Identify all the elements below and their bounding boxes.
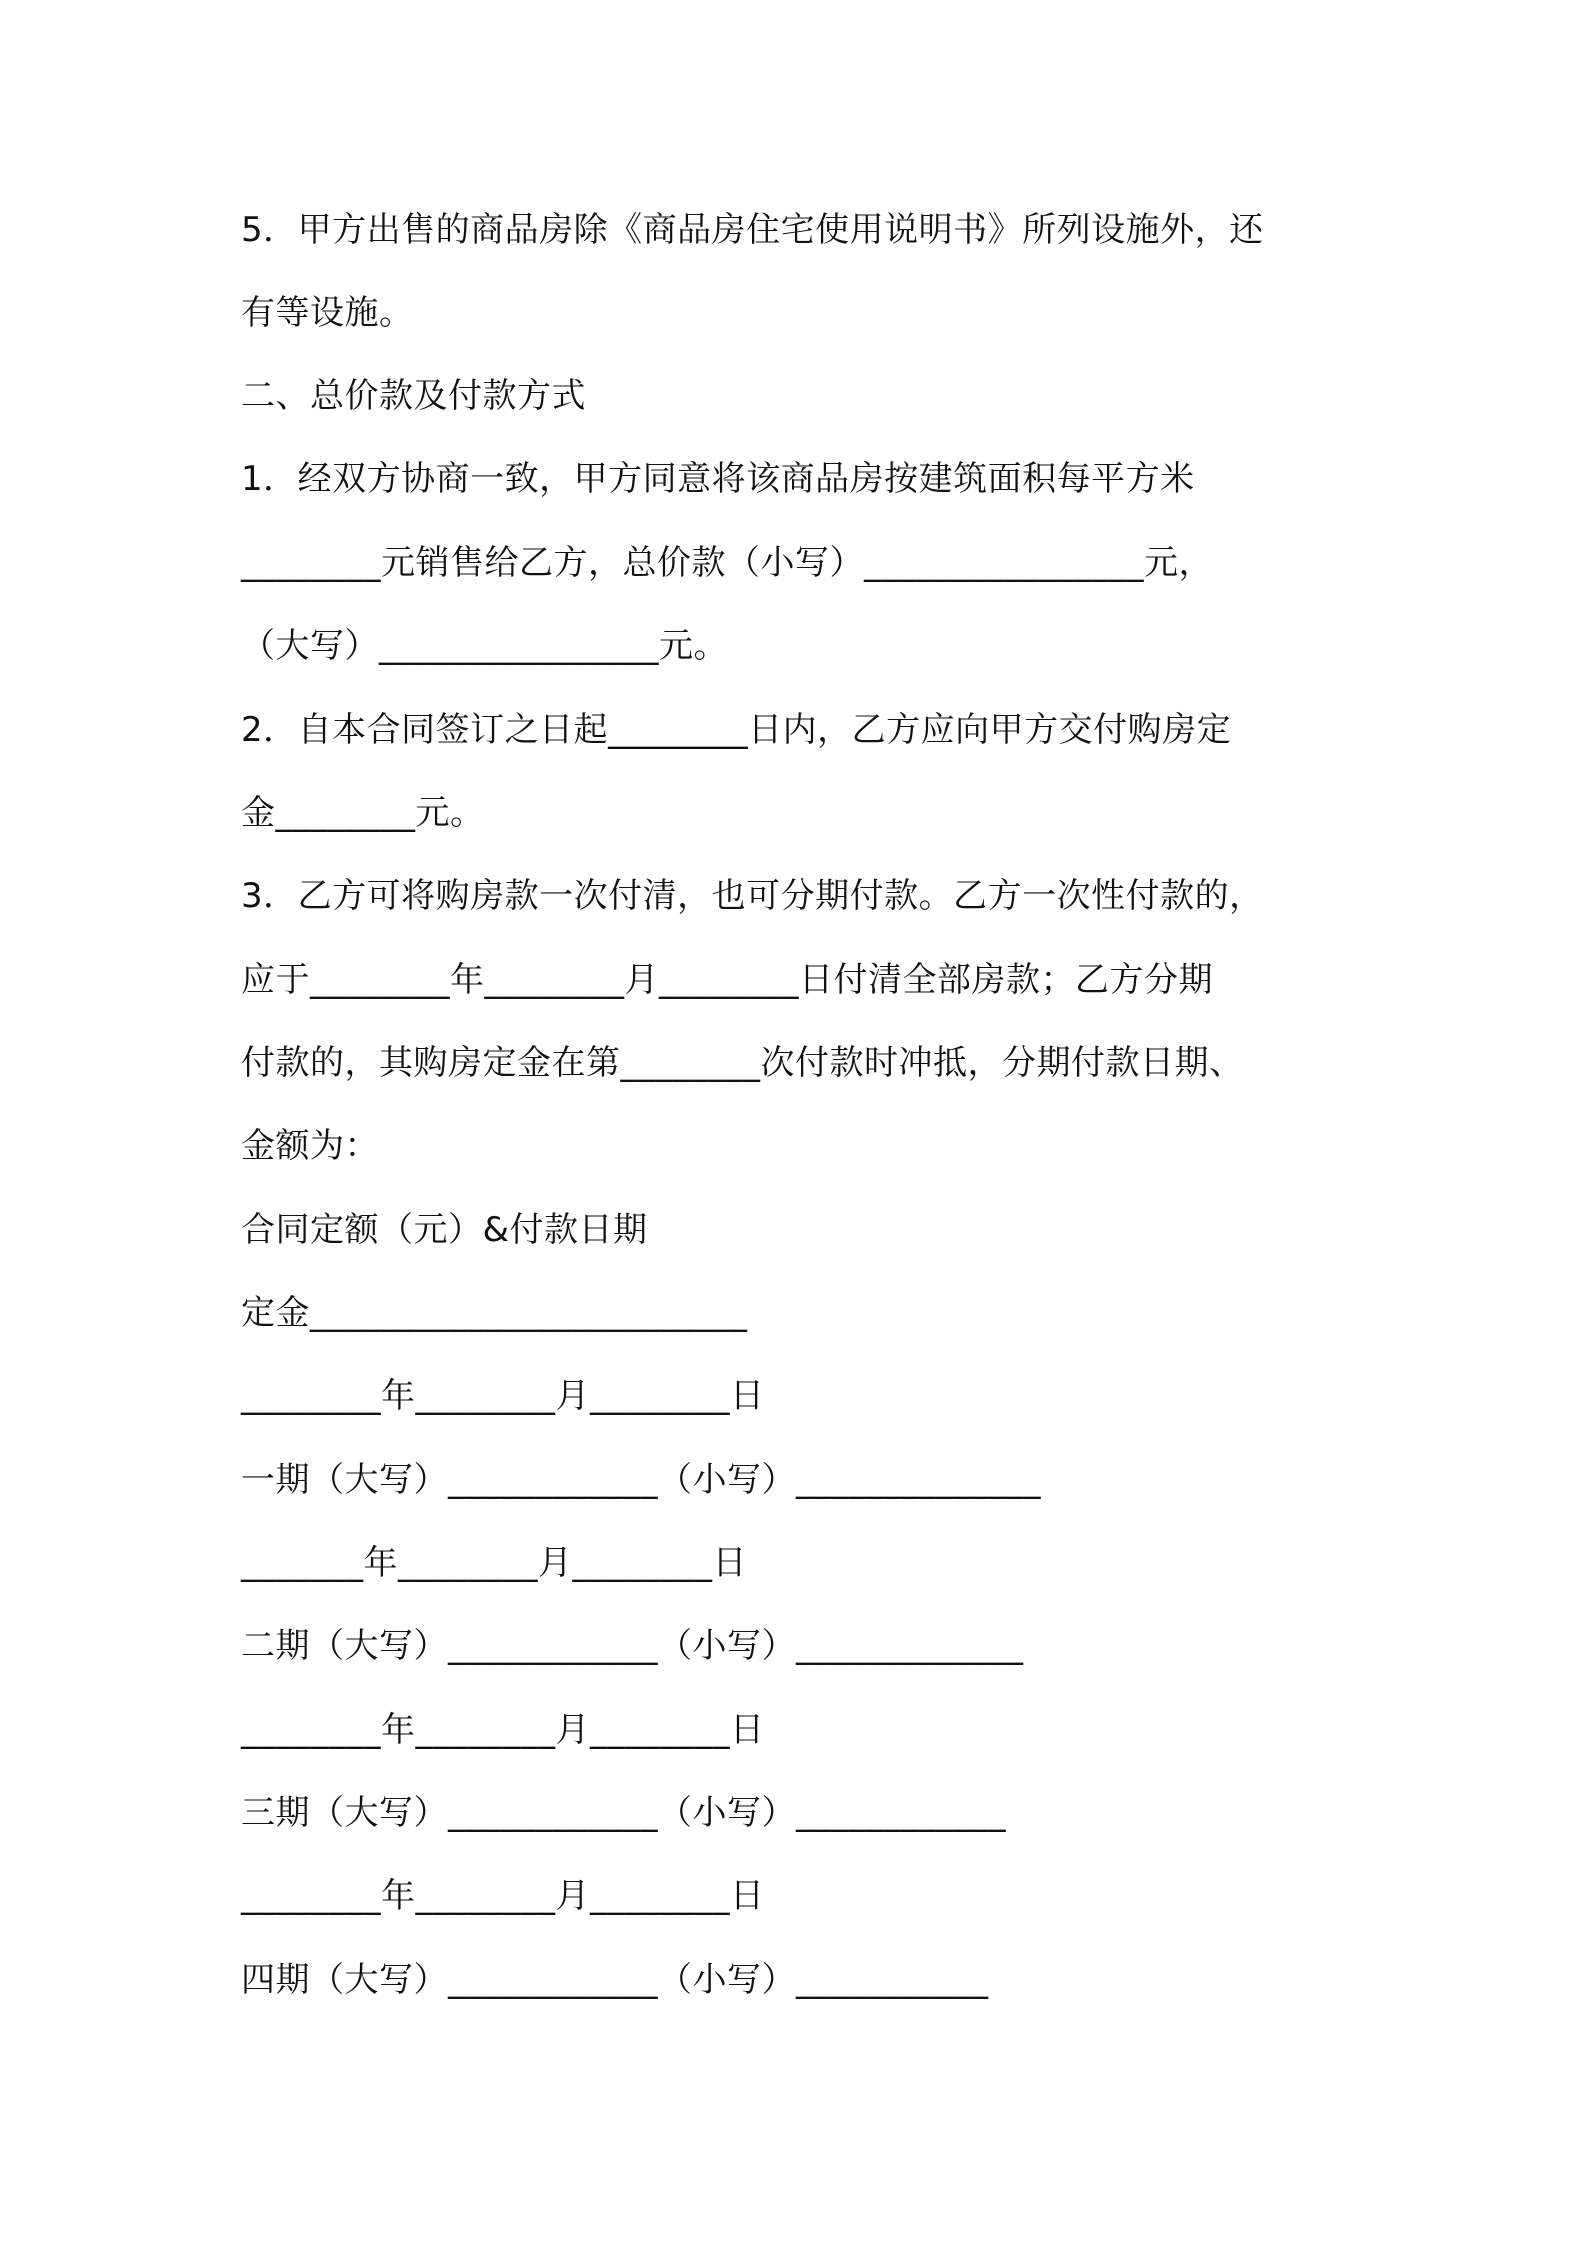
text-line: ________元销售给乙方，总价款（小写）________________元， <box>241 543 1213 583</box>
date-line: _______年________月________日 <box>241 1543 747 1583</box>
installment-line: 四期（大写）____________（小写）___________ <box>241 1960 989 2000</box>
date-line: ________年________月________日 <box>241 1376 765 1416</box>
text-line: 付款的，其购房定金在第________次付款时冲抵，分期付款日期、 <box>241 1043 1244 1083</box>
table-header-line: 合同定额（元）&付款日期 <box>241 1210 648 1250</box>
text-line: （大写）________________元。 <box>241 626 728 666</box>
date-line: ________年________月________日 <box>241 1876 765 1916</box>
installment-line: 二期（大写）____________（小写）_____________ <box>241 1626 1024 1666</box>
date-line: ________年________月________日 <box>241 1710 765 1750</box>
text-line: 2．自本合同签订之日起________日内，乙方应向甲方交付购房定 <box>241 710 1232 750</box>
text-line: 1．经双方协商一致，甲方同意将该商品房按建筑面积每平方米 <box>241 459 1195 499</box>
text-line: 金额为： <box>241 1126 379 1166</box>
text-line: 有等设施。 <box>241 293 414 333</box>
deposit-line: 定金_________________________ <box>241 1293 748 1333</box>
text-line: 5．甲方出售的商品房除《商品房住宅使用说明书》所列设施外，还 <box>241 210 1264 250</box>
installment-line: 三期（大写）____________（小写）____________ <box>241 1793 1006 1833</box>
section-heading: 二、总价款及付款方式 <box>241 376 586 416</box>
installment-line: 一期（大写）____________（小写）______________ <box>241 1460 1041 1500</box>
text-line: 金________元。 <box>241 793 485 833</box>
text-line: 3．乙方可将购房款一次付清，也可分期付款。乙方一次性付款的， <box>241 876 1264 916</box>
text-line: 应于________年________月________日付清全部房款；乙方分期 <box>241 960 1213 1000</box>
